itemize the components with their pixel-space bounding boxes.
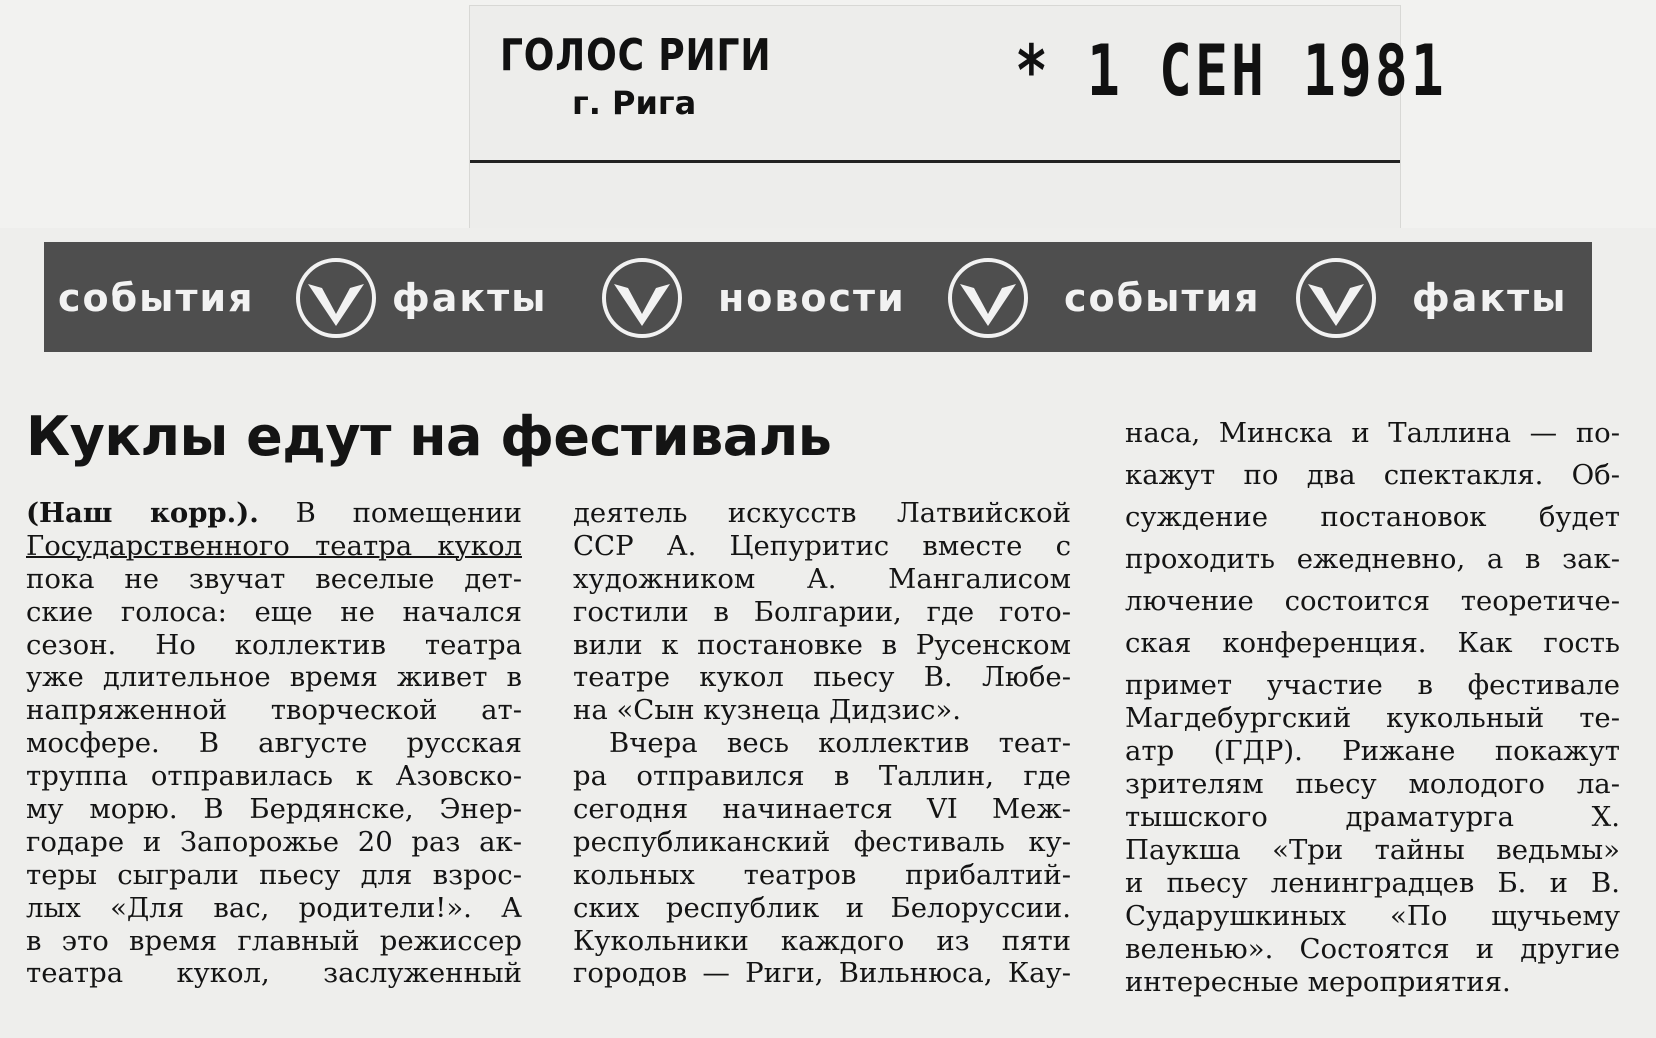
rubric-banner — [44, 242, 1592, 352]
text-line: годаре и Запорожье 20 раз ак- — [26, 825, 522, 858]
banner-word-facts-2: факты — [1412, 276, 1568, 320]
text-line: республиканский фестиваль ку- — [573, 825, 1071, 858]
text-line: проходить ежедневно, а в зак- — [1125, 543, 1620, 575]
stamp-city: г. Рига — [572, 84, 697, 122]
text-line: Вчера весь коллектив теат- — [609, 727, 1071, 760]
text-line: ские голоса: еще не начался — [26, 595, 522, 628]
text-line: сегодня начинается VI Меж- — [573, 793, 1071, 826]
text-line: пока не звучат веселые дет- — [26, 562, 522, 595]
text-line: труппа отправилась к Азовско- — [26, 760, 522, 793]
stamp-divider — [470, 160, 1400, 163]
text-line: напряженной творческой ат- — [26, 694, 522, 727]
v-circle-emblem-icon — [600, 256, 684, 340]
text-line: кольных театров прибалтий- — [573, 858, 1071, 891]
text-line: кажут по два спектакля. Об- — [1125, 459, 1620, 491]
banner-word-news: новости — [718, 276, 906, 320]
article-column-2 — [573, 497, 1071, 990]
banner-word-events-2: события — [1064, 276, 1261, 320]
text-line: художником А. Мангалисом — [573, 562, 1071, 595]
text-line: городов — Риги, Вильнюса, Кау- — [573, 957, 1071, 990]
text-line: Государственного театра кукол — [26, 529, 522, 562]
text-line: лючение состоится теоретиче- — [1125, 585, 1620, 617]
text-line: суждение постановок будет — [1125, 501, 1620, 533]
text-line: Магдебургский кукольный те- — [1125, 702, 1620, 734]
text-line: тышского драматурга Х. — [1125, 801, 1620, 833]
text-line: ских республик и Белоруссии. — [573, 891, 1071, 924]
text-line: атр (ГДР). Рижане покажут — [1125, 735, 1620, 767]
text-line: уже длительное время живет в — [26, 661, 522, 694]
text-line: и пьесу ленинградцев Б. и В. — [1125, 867, 1620, 899]
text-line: деятель искусств Латвийской — [573, 497, 1071, 529]
stamp-date: * 1 СЕН 1981 — [1015, 30, 1447, 112]
text-line: Сударушкиных «По щучьему — [1125, 900, 1620, 932]
text-line: (Наш корр.). В помещении — [26, 497, 522, 529]
text-line: веленью». Состоятся и другие — [1125, 933, 1620, 965]
text-line: теры сыграли пьесу для взрос- — [26, 858, 522, 891]
banner-word-facts-1: факты — [392, 276, 548, 320]
text-line: сезон. Но коллектив театра — [26, 628, 522, 661]
text-line: лых «Для вас, родители!». А — [26, 891, 522, 924]
v-circle-emblem-icon — [1294, 256, 1378, 340]
text-line: интересные мероприятия. — [1125, 966, 1511, 998]
text-line: му морю. В Бердянске, Энер- — [26, 793, 522, 826]
text-line: наса, Минска и Таллина — по- — [1125, 417, 1620, 449]
text-line: Паукша «Три тайны ведьмы» — [1125, 834, 1620, 866]
stamp-source: ГОЛОС РИГИ — [500, 30, 772, 81]
text-line: театра кукол, заслуженный — [26, 957, 522, 990]
text-line: мосфере. В августе русская — [26, 727, 522, 760]
text-line: вили к постановке в Русенском — [573, 628, 1071, 661]
text-line: гостили в Болгарии, где гото- — [573, 595, 1071, 628]
text-line: ССР А. Цепуритис вместе с — [573, 529, 1071, 562]
text-line: на «Сын кузнеца Дидзис». — [573, 694, 961, 727]
text-line: ская конференция. Как гость — [1125, 627, 1620, 659]
article-column-1 — [26, 497, 522, 990]
banner-word-events-1: события — [58, 276, 255, 320]
v-circle-emblem-icon — [294, 256, 378, 340]
text-line: театре кукол пьесу В. Любе- — [573, 661, 1071, 694]
article-column-3 — [1125, 412, 1620, 998]
text-line: примет участие в фестивале — [1125, 669, 1620, 701]
article-headline: Куклы едут на фестиваль — [26, 405, 832, 468]
text-line: Кукольники каждого из пяти — [573, 924, 1071, 957]
text-line: зрителям пьесу молодого ла- — [1125, 768, 1620, 800]
text-line: в это время главный режиссер — [26, 924, 522, 957]
text-line: ра отправился в Таллин, где — [573, 760, 1071, 793]
v-circle-emblem-icon — [946, 256, 1030, 340]
